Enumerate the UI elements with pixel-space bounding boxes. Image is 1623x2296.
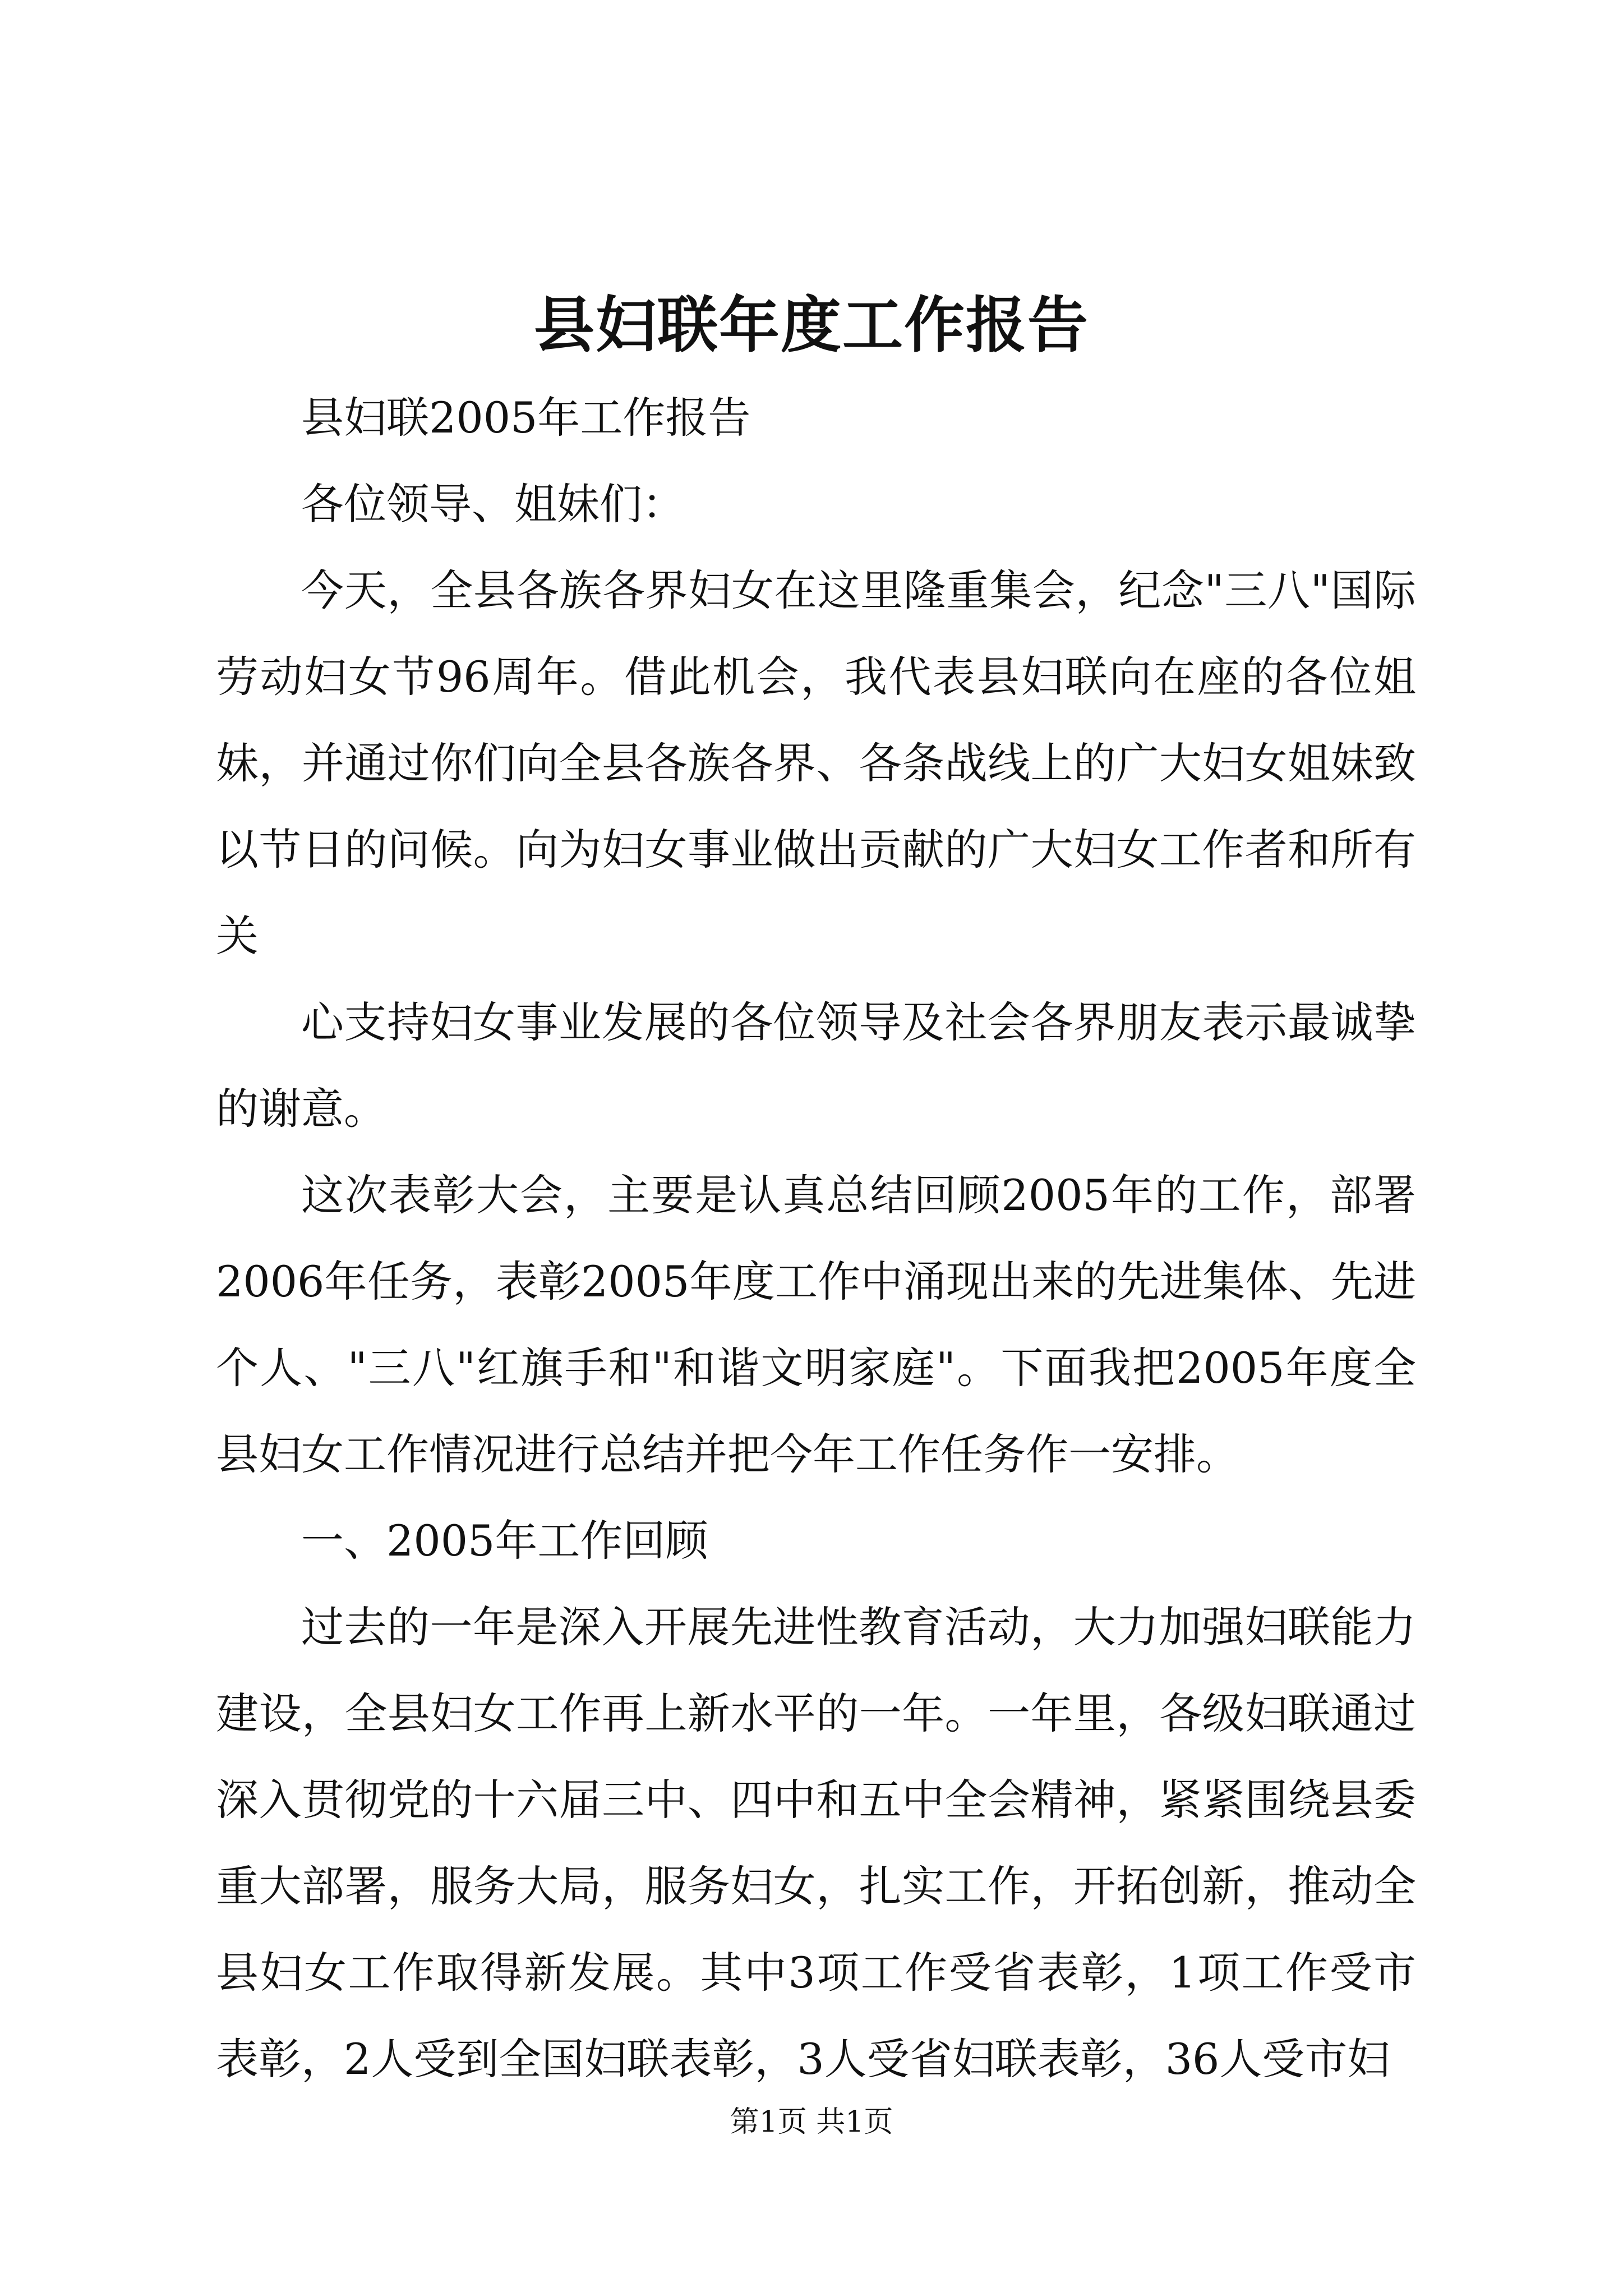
salutation: 各位领导、姐妹们： xyxy=(301,479,685,529)
paragraph-meeting-purpose: 这次表彰大会，主要是认真总结回顾2005年的工作，部署2006年任务，表彰2005年度工作中涌现出来的先进集体、先进个人、"三八"红旗手和"和谐文明家庭"。下面我把2005年度全县妇女工作情况进行总结并把今年工作任务作一安排。 xyxy=(216,1170,1416,1479)
paragraph-opening: 今天，全县各族各界妇女在这里隆重集会，纪念"三八"国际劳动妇女节96周年。借此机会，我代表县妇联向在座的各位姐妹，并通过你们向全县各族各界、各条战线上的广大妇女姐妹致以节日的问候。向为妇女事业做出贡献的广大妇女工作者和所有关 xyxy=(216,565,1416,961)
document-title: 县妇联年度工作报告 xyxy=(533,290,1089,361)
paragraph-thanks: 心支持妇女事业发展的各位领导及社会各界朋友表示最诚挚的谢意。 xyxy=(216,997,1416,1134)
document-body xyxy=(216,375,1416,2102)
page-number-footer: 第1页 共1页 xyxy=(730,2105,893,2139)
report-subtitle: 县妇联2005年工作报告 xyxy=(301,393,751,443)
paragraph-review: 过去的一年是深入开展先进性教育活动，大力加强妇联能力建设，全县妇女工作再上新水平的一年。一年里，各级妇联通过深入贯彻党的十六届三中、四中和五中全会精神，紧紧围绕县委重大部署，服务大局，服务妇女，扎实工作，开拓创新，推动全县妇女工作取得新发展。其中3项工作受省表彰，1项工作受市表彰，2人受到全国妇联表彰，3人受省妇联表彰，36人受市妇 xyxy=(216,1602,1416,2084)
section-heading-review: 一、2005年工作回顾 xyxy=(301,1516,708,1566)
